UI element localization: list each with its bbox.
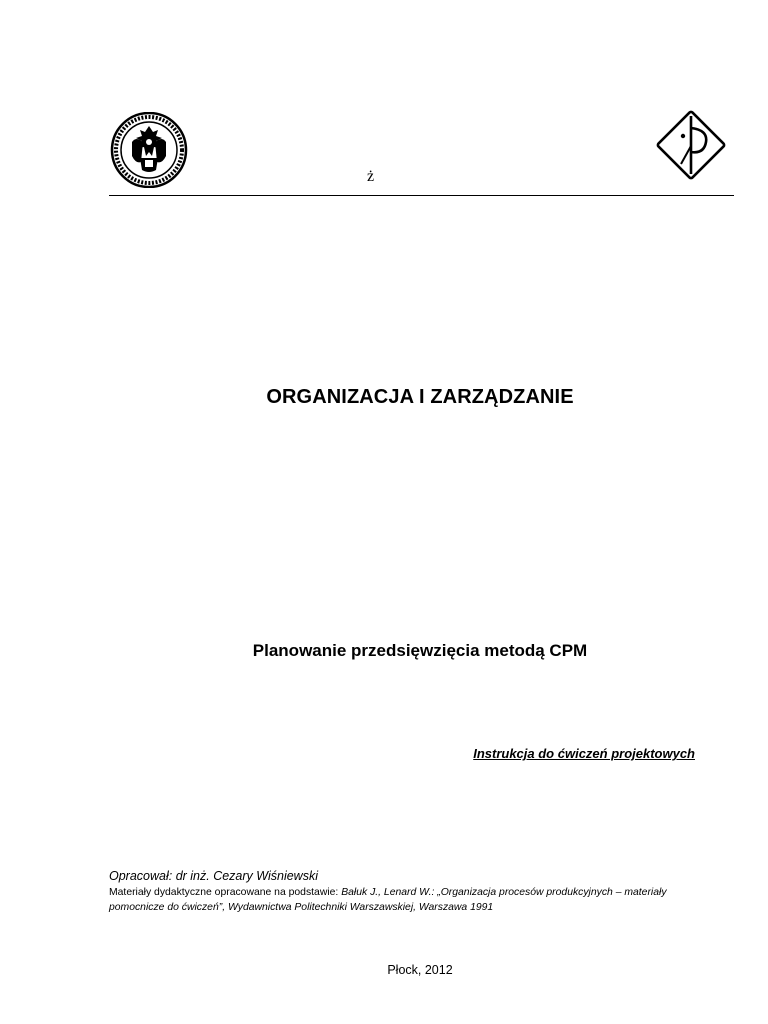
- document-subtitle: Planowanie przedsięwzięcia metodą CPM: [252, 641, 588, 660]
- materials-prefix: Materiały dydaktyczne opracowane na podstawie:: [109, 887, 342, 898]
- place-date: Płock, 2012: [387, 963, 453, 977]
- materials-note: [109, 886, 709, 915]
- author-line: Opracował: dr inż. Cezary Wiśniewski: [109, 869, 318, 883]
- header-character: ż: [367, 168, 375, 185]
- instruction-label: Instrukcja do ćwiczeń projektowych: [473, 746, 695, 761]
- university-seal-eagle-icon: [110, 112, 188, 188]
- diamond-ip-monogram-icon: [654, 108, 728, 182]
- header-divider: [109, 195, 734, 196]
- document-title: ORGANIZACJA I ZARZĄDZANIE: [266, 386, 574, 408]
- materials-reference: Bałuk J., Lenard W.: „Organizacja procesów produkcyjnych – materiały pomocnicze do ćwiczeń”, Wydawnictwa Politechniki Warszawskiej, Warszawa 1991: [109, 887, 667, 913]
